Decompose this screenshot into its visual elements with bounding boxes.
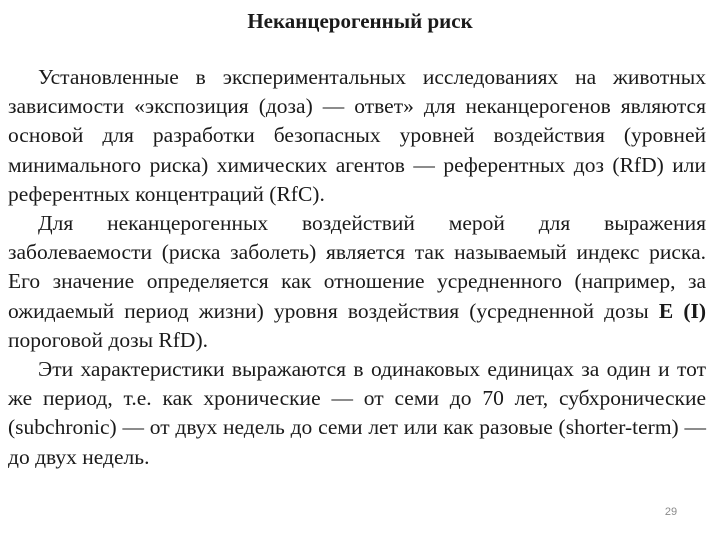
page-number: 29: [664, 506, 678, 518]
paragraph-rfd-definition: Установленные в экспериментальных исследованиях на животных зависимости «экспозиция (доза) — ответ» для неканцерогенов являются основой для разработки безопасных уровней воздействия (уровней минимального риска) химических агентов — референтных доз (RfD) или референтных концентраций (RfC).: [8, 65, 706, 206]
paragraph-risk-index: [8, 209, 706, 355]
risk-index-text-after: пороговой дозы RfD).: [8, 327, 208, 352]
dose-symbol: E (I): [658, 298, 707, 323]
body-text: [8, 63, 706, 472]
slide-title: Неканцерогенный риск: [247, 9, 473, 33]
paragraph-exposure-periods: Эти характеристики выражаются в одинаковых единицах за один и тот же период, т.е. как хронические — от семи до 70 лет, субхронические (subchronic) — от двух недель до семи лет или как разовые (shorter-term) — до двух недель.: [8, 357, 706, 469]
risk-index-text-before: Для неканцерогенных воздействий мерой для выражения заболеваемости (риска заболеть) является так называемый индекс риска. Его значение определяется как отношение усредненного (например, за ожидаемый период жизни) уровня воздействия (усредненной дозы: [8, 211, 706, 323]
